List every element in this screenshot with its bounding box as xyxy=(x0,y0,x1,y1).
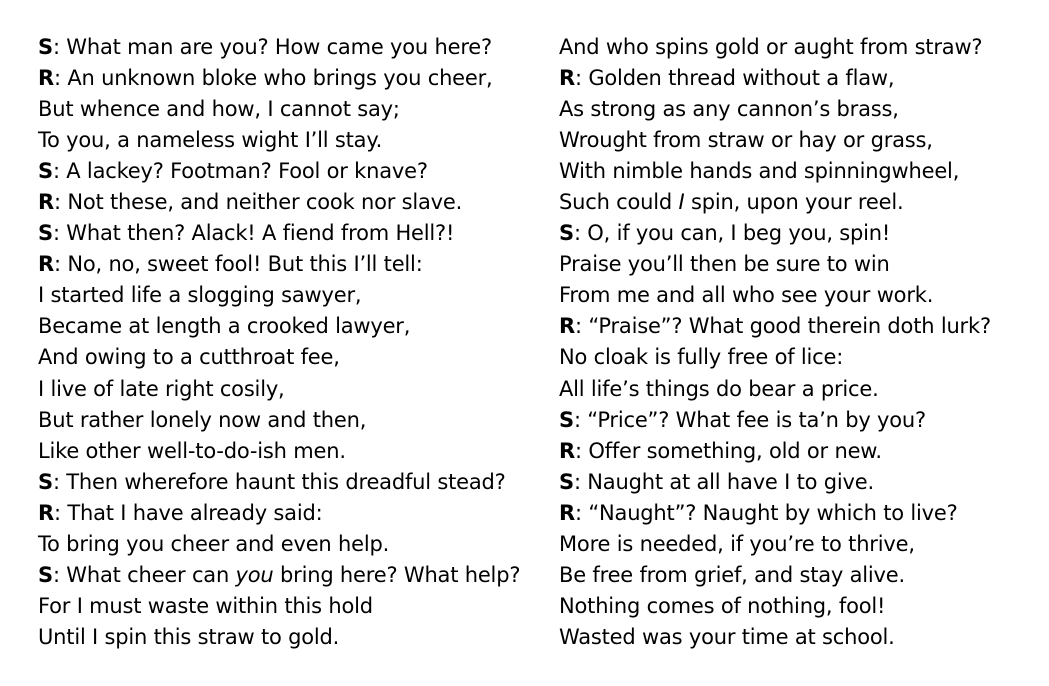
emphasized-text: you xyxy=(235,562,274,587)
poem-line xyxy=(38,94,543,125)
poem-line xyxy=(38,32,543,63)
poem-line xyxy=(559,63,1039,94)
poem-line xyxy=(38,187,543,218)
poem-right-column xyxy=(559,32,1039,653)
speaker-label: R xyxy=(559,438,575,463)
poem-line xyxy=(559,498,1039,529)
poem-line xyxy=(38,218,543,249)
poem-line xyxy=(559,405,1039,436)
poem-line xyxy=(559,374,1039,405)
line-text: Praise you’ll then be sure to win xyxy=(559,252,890,277)
speaker-label: R xyxy=(38,190,54,215)
line-text: No cloak is fully free of lice: xyxy=(559,345,844,370)
poem-line xyxy=(38,342,543,373)
line-text: : Golden thread without a flaw, xyxy=(574,66,895,91)
poem-line xyxy=(38,498,543,529)
poem-line xyxy=(559,218,1039,249)
line-text: More is needed, if you’re to thrive, xyxy=(559,531,915,556)
line-text: And who spins gold or aught from straw? xyxy=(559,35,983,59)
line-text: : Not these, and neither cook nor slave. xyxy=(53,190,463,215)
line-text: : A lackey? Footman? Fool or knave? xyxy=(52,159,428,184)
poem-line xyxy=(559,249,1039,280)
line-text: I started life a slogging sawyer, xyxy=(38,283,362,308)
poem-left-column xyxy=(38,32,543,653)
poem-line xyxy=(38,529,543,560)
line-text: Wrought from straw or hay or grass, xyxy=(559,128,933,153)
speaker-label: R xyxy=(38,66,54,91)
line-text: Such could xyxy=(559,190,679,215)
poem-line xyxy=(559,436,1039,467)
poem-line xyxy=(38,374,543,405)
speaker-label: S xyxy=(38,159,53,184)
poem-line xyxy=(38,405,543,436)
line-text: : What then? Alack! A fiend from Hell?! xyxy=(52,221,455,246)
line-text: : “Praise”? What good therein doth lurk? xyxy=(574,314,991,339)
line-text: : O, if you can, I beg you, spin! xyxy=(573,221,891,246)
poem-line xyxy=(38,125,543,156)
speaker-label: S xyxy=(38,221,53,246)
line-text: : “Price”? What fee is ta’n by you? xyxy=(573,407,926,432)
line-text: bring here? What help? xyxy=(273,562,521,587)
line-text: : No, no, sweet fool! But this I’ll tell: xyxy=(53,252,423,277)
poem-line xyxy=(559,311,1039,342)
poem-line xyxy=(559,156,1039,187)
poem-line xyxy=(38,560,543,591)
line-text: Nothing comes of nothing, fool! xyxy=(559,593,886,618)
poem-text xyxy=(0,32,1049,672)
line-text: spin, upon your reel. xyxy=(684,190,904,215)
speaker-label: S xyxy=(38,562,53,587)
line-text: : Offer something, old or new. xyxy=(574,438,882,463)
poem-line xyxy=(559,94,1039,125)
line-text: For I must waste within this hold xyxy=(38,593,373,618)
poem-line xyxy=(38,622,543,653)
line-text: : Then wherefore haunt this dreadful stead? xyxy=(52,469,506,494)
poem-line xyxy=(559,591,1039,622)
speaker-label: S xyxy=(559,221,574,246)
line-text: With nimble hands and spinningwheel, xyxy=(559,159,960,184)
poem-line xyxy=(38,591,543,622)
line-text: Became at length a crooked lawyer, xyxy=(38,314,411,339)
line-text: Like other well-to-do-ish men. xyxy=(38,438,346,463)
poem-line xyxy=(559,622,1039,653)
line-text: But rather lonely now and then, xyxy=(38,407,367,432)
poem-line xyxy=(559,560,1039,591)
speaker-label: S xyxy=(38,35,53,59)
poem-line xyxy=(38,156,543,187)
line-text: To you, a nameless wight I’ll stay. xyxy=(38,128,383,153)
line-text: From me and all who see your work. xyxy=(559,283,934,308)
line-text: : Naught at all have I to give. xyxy=(573,469,874,494)
emphasized-text: I xyxy=(678,190,685,215)
speaker-label: S xyxy=(559,469,574,494)
line-text: : An unknown bloke who brings you cheer, xyxy=(53,66,493,91)
poem-line xyxy=(559,187,1039,218)
speaker-label: S xyxy=(38,469,53,494)
poem-line xyxy=(559,529,1039,560)
line-text: Until I spin this straw to gold. xyxy=(38,624,340,649)
speaker-label: S xyxy=(559,407,574,432)
line-text: : What cheer can xyxy=(52,562,236,587)
line-text: As strong as any cannon’s brass, xyxy=(559,97,899,122)
speaker-label: R xyxy=(559,314,575,339)
line-text: : That I have already said: xyxy=(53,500,323,525)
poem-line xyxy=(38,436,543,467)
speaker-label: R xyxy=(38,252,54,277)
poem-line xyxy=(38,280,543,311)
line-text: All life’s things do bear a price. xyxy=(559,376,879,401)
line-text: To bring you cheer and even help. xyxy=(38,531,390,556)
poem-line xyxy=(559,280,1039,311)
line-text: And owing to a cutthroat fee, xyxy=(38,345,340,370)
line-text: : What man are you? How came you here? xyxy=(52,35,492,59)
line-text: : “Naught”? Naught by which to live? xyxy=(574,500,958,525)
poem-line xyxy=(559,342,1039,373)
poem-line xyxy=(38,63,543,94)
speaker-label: R xyxy=(38,500,54,525)
poem-line xyxy=(38,311,543,342)
poem-line xyxy=(559,467,1039,498)
line-text: Be free from grief, and stay alive. xyxy=(559,562,905,587)
speaker-label: R xyxy=(559,500,575,525)
line-text: I live of late right cosily, xyxy=(38,376,285,401)
line-text: Wasted was your time at school. xyxy=(559,624,895,649)
poem-line xyxy=(559,32,1039,63)
poem-line xyxy=(38,249,543,280)
poem-line xyxy=(559,125,1039,156)
speaker-label: R xyxy=(559,66,575,91)
line-text: But whence and how, I cannot say; xyxy=(38,97,400,122)
poem-line xyxy=(38,467,543,498)
